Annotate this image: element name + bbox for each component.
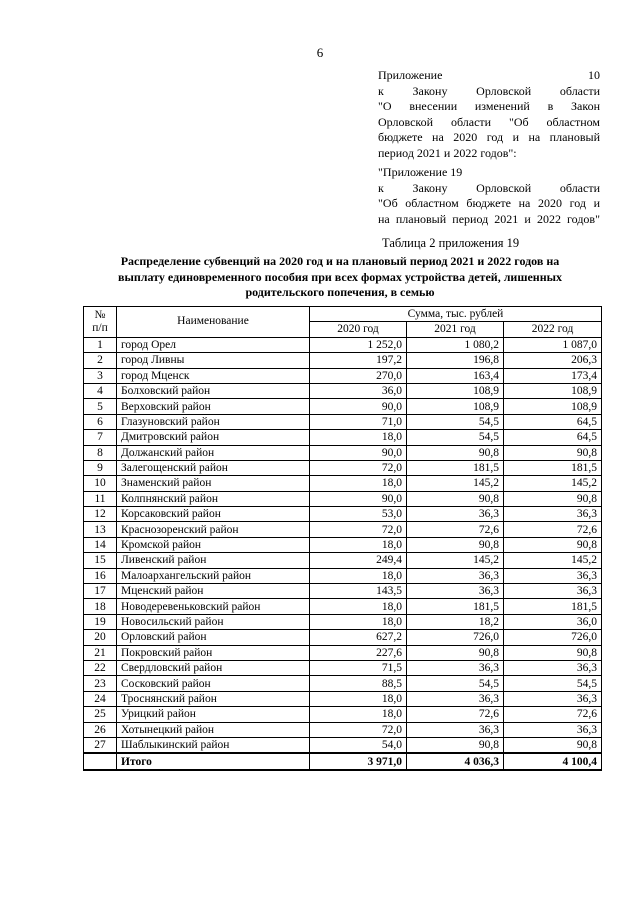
table-row bbox=[84, 445, 602, 460]
appendix-10-line: к Закону Орловской области bbox=[378, 83, 600, 98]
page-number: 6 bbox=[316, 45, 324, 60]
value-2022: 90,8 bbox=[504, 445, 602, 460]
value-2020: 18,0 bbox=[310, 707, 407, 722]
row-number: 23 bbox=[84, 676, 117, 691]
value-2020: 90,0 bbox=[310, 445, 407, 460]
value-2020: 18,0 bbox=[310, 568, 407, 583]
value-2022: 108,9 bbox=[504, 399, 602, 414]
appendix-10-line: бюджете на 2020 год и на плановый bbox=[378, 130, 600, 144]
table-row bbox=[84, 584, 602, 599]
value-2021: 36,3 bbox=[407, 568, 504, 583]
value-2020: 18,0 bbox=[310, 691, 407, 706]
value-2022: 181,5 bbox=[504, 460, 602, 475]
row-number: 25 bbox=[84, 707, 117, 722]
appendix-19-line: "Приложение 19 bbox=[378, 165, 463, 179]
municipality-name: Болховский район bbox=[117, 383, 310, 398]
row-number: 7 bbox=[84, 430, 117, 445]
value-2020: 88,5 bbox=[310, 676, 407, 691]
header-number bbox=[84, 307, 117, 338]
table-row bbox=[84, 645, 602, 660]
value-2021: 145,2 bbox=[407, 553, 504, 568]
municipality-name: Свердловский район bbox=[117, 660, 310, 675]
value-2022: 181,5 bbox=[504, 599, 602, 614]
appendix-19-line: на плановый период 2021 и 2022 годов" bbox=[378, 211, 600, 226]
appendix-10-caption bbox=[378, 68, 600, 161]
value-2022: 206,3 bbox=[504, 353, 602, 368]
table-row bbox=[84, 568, 602, 583]
table-row bbox=[84, 337, 602, 352]
value-2020: 627,2 bbox=[310, 630, 407, 645]
row-number: 16 bbox=[84, 568, 117, 583]
value-2021: 36,3 bbox=[407, 691, 504, 706]
value-2022: 145,2 bbox=[504, 476, 602, 491]
table-row bbox=[84, 491, 602, 506]
header-2020: 2020 год bbox=[310, 322, 407, 337]
municipality-name: Ливенский район bbox=[117, 553, 310, 568]
appendix-10-line: "О внесении изменений в Закон bbox=[378, 99, 600, 113]
row-number: 12 bbox=[84, 507, 117, 522]
value-2020: 18,0 bbox=[310, 537, 407, 552]
value-2020: 227,6 bbox=[310, 645, 407, 660]
municipality-name: Троснянский район bbox=[117, 691, 310, 706]
value-2020: 72,0 bbox=[310, 722, 407, 737]
table-row bbox=[84, 707, 602, 722]
row-number: 18 bbox=[84, 599, 117, 614]
title-line: родительского попечения, в семью bbox=[245, 285, 435, 299]
row-number: 10 bbox=[84, 476, 117, 491]
row-number: 8 bbox=[84, 445, 117, 460]
table-row bbox=[84, 630, 602, 645]
header-number-line1: № bbox=[94, 308, 106, 321]
municipality-name: Малоархангельский район bbox=[117, 568, 310, 583]
row-number: 20 bbox=[84, 630, 117, 645]
row-number: 1 bbox=[84, 337, 117, 352]
value-2020: 18,0 bbox=[310, 614, 407, 629]
value-2020: 18,0 bbox=[310, 430, 407, 445]
value-2021: 1 080,2 bbox=[407, 337, 504, 352]
municipality-name: Знаменский район bbox=[117, 476, 310, 491]
value-2022: 36,3 bbox=[504, 660, 602, 675]
table-row bbox=[84, 476, 602, 491]
appendix-10-line: период 2021 и 2022 годов": bbox=[378, 145, 517, 160]
table-row bbox=[84, 368, 602, 383]
municipality-name: город Орел bbox=[117, 337, 310, 352]
value-2020: 18,0 bbox=[310, 599, 407, 614]
value-2021: 54,5 bbox=[407, 414, 504, 429]
municipality-name: Верховский район bbox=[117, 399, 310, 414]
municipality-name: город Ливны bbox=[117, 353, 310, 368]
value-2022: 64,5 bbox=[504, 430, 602, 445]
title-line: Распределение субвенций на 2020 год и на плановый период 2021 и 2022 годов на bbox=[120, 254, 560, 268]
table-row bbox=[84, 722, 602, 737]
table-row bbox=[84, 414, 602, 429]
row-number: 13 bbox=[84, 522, 117, 537]
row-number: 24 bbox=[84, 691, 117, 706]
row-number: 11 bbox=[84, 491, 117, 506]
municipality-name: Краснозоренский район bbox=[117, 522, 310, 537]
value-2021: 108,9 bbox=[407, 383, 504, 398]
municipality-name: Должанский район bbox=[117, 445, 310, 460]
table-reference: Таблица 2 приложения 19 bbox=[382, 236, 520, 250]
value-2021: 36,3 bbox=[407, 660, 504, 675]
value-2022: 1 087,0 bbox=[504, 337, 602, 352]
municipality-name: Шаблыкинский район bbox=[117, 737, 310, 753]
municipality-name: Мценский район bbox=[117, 584, 310, 599]
value-2021: 90,8 bbox=[407, 645, 504, 660]
value-2020: 197,2 bbox=[310, 353, 407, 368]
value-2022: 72,6 bbox=[504, 522, 602, 537]
row-number: 6 bbox=[84, 414, 117, 429]
header-2021: 2021 год bbox=[407, 322, 504, 337]
value-2021: 36,3 bbox=[407, 584, 504, 599]
table-row bbox=[84, 553, 602, 568]
value-2021: 36,3 bbox=[407, 722, 504, 737]
value-2021: 90,8 bbox=[407, 491, 504, 506]
value-2022: 54,5 bbox=[504, 676, 602, 691]
value-2022: 36,3 bbox=[504, 568, 602, 583]
value-2021: 196,8 bbox=[407, 353, 504, 368]
table-row bbox=[84, 737, 602, 753]
table-row bbox=[84, 430, 602, 445]
row-number: 3 bbox=[84, 368, 117, 383]
table-row bbox=[84, 399, 602, 414]
municipality-name: Глазуновский район bbox=[117, 414, 310, 429]
value-2022: 108,9 bbox=[504, 383, 602, 398]
value-2020: 53,0 bbox=[310, 507, 407, 522]
municipality-name: Залегощенский район bbox=[117, 460, 310, 475]
value-2022: 64,5 bbox=[504, 414, 602, 429]
value-2021: 145,2 bbox=[407, 476, 504, 491]
row-number: 15 bbox=[84, 553, 117, 568]
row-number: 17 bbox=[84, 584, 117, 599]
value-2021: 54,5 bbox=[407, 430, 504, 445]
table-row bbox=[84, 614, 602, 629]
document-title bbox=[85, 254, 595, 301]
value-2020: 36,0 bbox=[310, 383, 407, 398]
value-2020: 72,0 bbox=[310, 460, 407, 475]
municipality-name: город Мценск bbox=[117, 368, 310, 383]
total-row bbox=[84, 753, 602, 769]
header-sum: Сумма, тыс. рублей bbox=[310, 307, 602, 322]
value-2022: 173,4 bbox=[504, 368, 602, 383]
row-number: 2 bbox=[84, 353, 117, 368]
value-2021: 90,8 bbox=[407, 445, 504, 460]
value-2022: 145,2 bbox=[504, 553, 602, 568]
value-2022: 90,8 bbox=[504, 537, 602, 552]
total-value-2022: 4 100,4 bbox=[504, 753, 602, 769]
municipality-name: Хотынецкий район bbox=[117, 722, 310, 737]
table-row bbox=[84, 691, 602, 706]
appendix-19-line: к Закону Орловской области bbox=[378, 180, 600, 195]
row-number: 21 bbox=[84, 645, 117, 660]
municipality-name: Орловский район bbox=[117, 630, 310, 645]
row-number: 27 bbox=[84, 737, 117, 753]
municipality-name: Новодеревеньковский район bbox=[117, 599, 310, 614]
municipality-name: Новосильский район bbox=[117, 614, 310, 629]
total-municipality-name: Итого bbox=[117, 753, 310, 769]
value-2022: 726,0 bbox=[504, 630, 602, 645]
table-row bbox=[84, 537, 602, 552]
value-2022: 90,8 bbox=[504, 491, 602, 506]
value-2020: 270,0 bbox=[310, 368, 407, 383]
value-2020: 18,0 bbox=[310, 476, 407, 491]
appendix-19-line: "Об областном бюджете на 2020 год и bbox=[378, 196, 600, 210]
value-2020: 71,0 bbox=[310, 414, 407, 429]
value-2021: 726,0 bbox=[407, 630, 504, 645]
value-2022: 36,3 bbox=[504, 722, 602, 737]
value-2021: 181,5 bbox=[407, 460, 504, 475]
header-number-line2: п/п bbox=[92, 321, 108, 334]
row-number: 4 bbox=[84, 383, 117, 398]
value-2020: 143,5 bbox=[310, 584, 407, 599]
value-2021: 36,3 bbox=[407, 507, 504, 522]
table-row bbox=[84, 353, 602, 368]
appendix-10-line: Орловской области "Об областном bbox=[378, 114, 600, 129]
table-row bbox=[84, 507, 602, 522]
value-2021: 54,5 bbox=[407, 676, 504, 691]
value-2021: 181,5 bbox=[407, 599, 504, 614]
value-2020: 72,0 bbox=[310, 522, 407, 537]
header-name: Наименование bbox=[117, 307, 310, 338]
value-2020: 54,0 bbox=[310, 737, 407, 753]
value-2022: 36,3 bbox=[504, 507, 602, 522]
value-2021: 72,6 bbox=[407, 522, 504, 537]
value-2022: 36,3 bbox=[504, 691, 602, 706]
table-row bbox=[84, 460, 602, 475]
table-row bbox=[84, 599, 602, 614]
total-value-2020: 3 971,0 bbox=[310, 753, 407, 769]
row-number: 9 bbox=[84, 460, 117, 475]
header-2022: 2022 год bbox=[504, 322, 602, 337]
table-row bbox=[84, 660, 602, 675]
subsidy-table bbox=[83, 306, 602, 771]
value-2020: 249,4 bbox=[310, 553, 407, 568]
value-2020: 71,5 bbox=[310, 660, 407, 675]
value-2021: 163,4 bbox=[407, 368, 504, 383]
row-number: 26 bbox=[84, 722, 117, 737]
municipality-name: Колпнянский район bbox=[117, 491, 310, 506]
total-value-2021: 4 036,3 bbox=[407, 753, 504, 769]
municipality-name: Корсаковский район bbox=[117, 507, 310, 522]
total-row-number bbox=[84, 753, 117, 769]
municipality-name: Урицкий район bbox=[117, 707, 310, 722]
municipality-name: Кромской район bbox=[117, 537, 310, 552]
value-2021: 108,9 bbox=[407, 399, 504, 414]
value-2020: 90,0 bbox=[310, 399, 407, 414]
appendix-19-caption bbox=[378, 165, 600, 227]
row-number: 22 bbox=[84, 660, 117, 675]
title-line: выплату единовременного пособия при всех формах устройства детей, лишенных bbox=[118, 269, 562, 284]
table-row bbox=[84, 383, 602, 398]
table-row bbox=[84, 676, 602, 691]
value-2022: 90,8 bbox=[504, 737, 602, 753]
appendix-10-line: Приложение 10 bbox=[378, 68, 600, 82]
value-2020: 1 252,0 bbox=[310, 337, 407, 352]
value-2021: 72,6 bbox=[407, 707, 504, 722]
value-2020: 90,0 bbox=[310, 491, 407, 506]
value-2022: 72,6 bbox=[504, 707, 602, 722]
value-2022: 90,8 bbox=[504, 645, 602, 660]
row-number: 19 bbox=[84, 614, 117, 629]
row-number: 14 bbox=[84, 537, 117, 552]
value-2021: 90,8 bbox=[407, 737, 504, 753]
value-2022: 36,3 bbox=[504, 584, 602, 599]
value-2021: 90,8 bbox=[407, 537, 504, 552]
municipality-name: Сосковский район bbox=[117, 676, 310, 691]
value-2021: 18,2 bbox=[407, 614, 504, 629]
value-2022: 36,0 bbox=[504, 614, 602, 629]
table-row bbox=[84, 522, 602, 537]
municipality-name: Дмитровский район bbox=[117, 430, 310, 445]
row-number: 5 bbox=[84, 399, 117, 414]
municipality-name: Покровский район bbox=[117, 645, 310, 660]
